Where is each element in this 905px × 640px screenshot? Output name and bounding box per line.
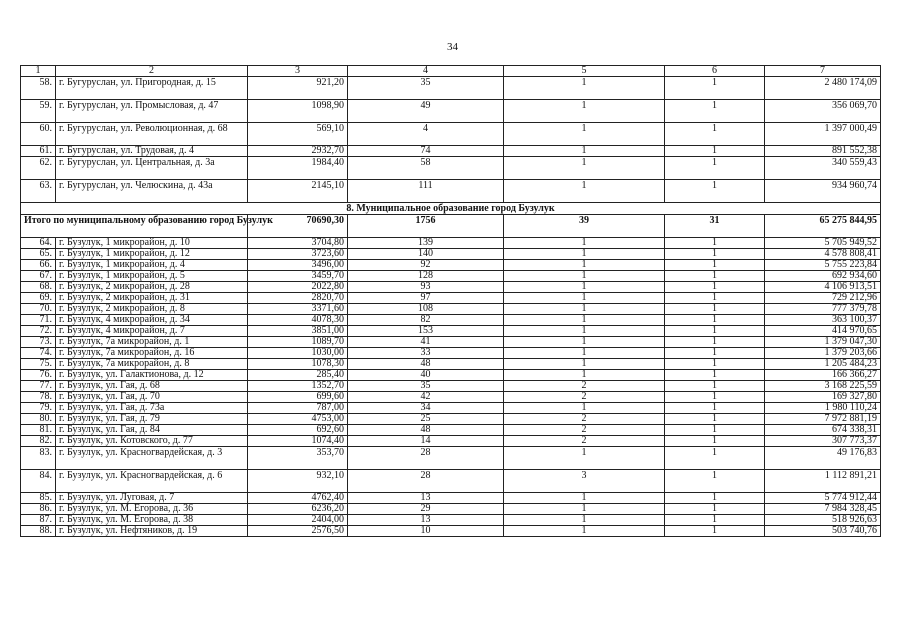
area-cell: 699,60 [248,392,348,403]
col6-cell: 1 [665,403,765,414]
area-cell: 2022,80 [248,282,348,293]
cost-cell: 729 212,96 [765,293,881,304]
col6-cell: 1 [665,381,765,392]
total-col4: 1756 [348,215,504,238]
col6-cell: 1 [665,282,765,293]
cost-cell: 2 480 174,09 [765,77,881,100]
row-number: 63. [21,180,56,203]
cost-cell: 4 106 913,51 [765,282,881,293]
address-cell: г. Бугуруслан, ул. Центральная, д. 3а [56,157,248,180]
col6-cell: 1 [665,493,765,504]
col4-cell: 97 [348,293,504,304]
cost-cell: 1 980 110,24 [765,403,881,414]
page-number: 34 [447,41,458,53]
area-cell: 4078,30 [248,315,348,326]
col6-cell: 1 [665,238,765,249]
cost-cell: 340 559,43 [765,157,881,180]
address-cell: г. Бузулук, ул. Гая, д. 68 [56,381,248,392]
col6-cell: 1 [665,447,765,470]
address-cell: г. Бузулук, 2 микрорайон, д. 28 [56,282,248,293]
col5-cell: 1 [504,271,665,282]
address-cell: г. Бузулук, 1 микрорайон, д. 10 [56,238,248,249]
col5-cell: 1 [504,370,665,381]
address-cell: г. Бузулук, ул. Гая, д. 84 [56,425,248,436]
col4-cell: 28 [348,447,504,470]
address-cell: г. Бузулук, ул. Красногвардейская, д. 3 [56,447,248,470]
col5-cell: 1 [504,337,665,348]
col4-cell: 33 [348,348,504,359]
col4-cell: 92 [348,260,504,271]
table-row [21,470,881,493]
cost-cell: 777 379,78 [765,304,881,315]
col4-cell: 108 [348,304,504,315]
col4-cell: 93 [348,282,504,293]
table-row [21,271,881,282]
area-cell: 921,20 [248,77,348,100]
col6-cell: 1 [665,370,765,381]
cost-cell: 692 934,60 [765,271,881,282]
col4-cell: 42 [348,392,504,403]
table-row [21,282,881,293]
total-col5: 39 [504,215,665,238]
col6-cell: 1 [665,359,765,370]
cost-cell: 4 578 808,41 [765,249,881,260]
table-row [21,392,881,403]
total-col6: 31 [665,215,765,238]
col5-cell: 1 [504,493,665,504]
column-header: 6 [665,66,765,77]
cost-cell: 356 069,70 [765,100,881,123]
col5-cell: 1 [504,249,665,260]
cost-cell: 49 176,83 [765,447,881,470]
table-row [21,526,881,537]
column-header: 5 [504,66,665,77]
table-row [21,157,881,180]
table-row [21,100,881,123]
area-cell: 1352,70 [248,381,348,392]
table-row [21,146,881,157]
col5-cell: 1 [504,315,665,326]
row-number: 69. [21,293,56,304]
col5-cell: 2 [504,425,665,436]
area-cell: 2145,10 [248,180,348,203]
col6-cell: 1 [665,436,765,447]
table-row [21,77,881,100]
table-row [21,493,881,504]
area-cell: 1098,90 [248,100,348,123]
cost-cell: 5 705 949,52 [765,238,881,249]
col6-cell: 1 [665,77,765,100]
col5-cell: 2 [504,414,665,425]
col5-cell: 1 [504,326,665,337]
col6-cell: 1 [665,180,765,203]
row-number: 82. [21,436,56,447]
section-title-row [21,203,881,215]
area-cell: 3459,70 [248,271,348,282]
col5-cell: 1 [504,146,665,157]
address-cell: г. Бугуруслан, ул. Трудовая, д. 4 [56,146,248,157]
col5-cell: 1 [504,238,665,249]
area-cell: 569,10 [248,123,348,146]
col5-cell: 1 [504,526,665,537]
col5-cell: 2 [504,392,665,403]
cost-cell: 3 168 225,59 [765,381,881,392]
cost-cell: 166 366,27 [765,370,881,381]
table-row [21,425,881,436]
col5-cell: 1 [504,515,665,526]
column-header: 1 [21,66,56,77]
col5-cell: 1 [504,157,665,180]
address-cell: г. Бузулук, 7а микрорайон, д. 1 [56,337,248,348]
row-number: 88. [21,526,56,537]
col4-cell: 153 [348,326,504,337]
address-cell: г. Бузулук, 7а микрорайон, д. 16 [56,348,248,359]
col6-cell: 1 [665,249,765,260]
cost-cell: 1 397 000,49 [765,123,881,146]
row-number: 77. [21,381,56,392]
row-number: 76. [21,370,56,381]
cost-cell: 363 100,37 [765,315,881,326]
col6-cell: 1 [665,304,765,315]
col5-cell: 1 [504,447,665,470]
address-cell: г. Бузулук, 4 микрорайон, д. 7 [56,326,248,337]
col5-cell: 1 [504,260,665,271]
col6-cell: 1 [665,348,765,359]
area-cell: 1030,00 [248,348,348,359]
col5-cell: 1 [504,403,665,414]
address-cell: г. Бузулук, 2 микрорайон, д. 31 [56,293,248,304]
col4-cell: 13 [348,493,504,504]
col4-cell: 139 [348,238,504,249]
area-cell: 2932,70 [248,146,348,157]
col6-cell: 1 [665,157,765,180]
row-number: 61. [21,146,56,157]
area-cell: 285,40 [248,370,348,381]
table-row [21,381,881,392]
col6-cell: 1 [665,392,765,403]
address-cell: г. Бузулук, ул. Гая, д. 73а [56,403,248,414]
row-number: 74. [21,348,56,359]
col4-cell: 28 [348,470,504,493]
col5-cell: 1 [504,359,665,370]
col5-cell: 2 [504,436,665,447]
area-cell: 3704,80 [248,238,348,249]
area-cell: 932,10 [248,470,348,493]
area-cell: 692,60 [248,425,348,436]
column-header: 7 [765,66,881,77]
table-row [21,504,881,515]
col5-cell: 1 [504,77,665,100]
row-number: 59. [21,100,56,123]
cost-cell: 5 755 223,84 [765,260,881,271]
row-number: 68. [21,282,56,293]
col6-cell: 1 [665,326,765,337]
table-row [21,348,881,359]
col4-cell: 4 [348,123,504,146]
area-cell: 1074,40 [248,436,348,447]
cost-cell: 1 379 047,30 [765,337,881,348]
col4-cell: 25 [348,414,504,425]
col6-cell: 1 [665,146,765,157]
col5-cell: 1 [504,304,665,315]
cost-cell: 891 552,38 [765,146,881,157]
table-row [21,249,881,260]
area-cell: 2576,50 [248,526,348,537]
col6-cell: 1 [665,337,765,348]
col5-cell: 1 [504,180,665,203]
col4-cell: 128 [348,271,504,282]
col4-cell: 34 [348,403,504,414]
table-row [21,304,881,315]
area-cell: 3371,60 [248,304,348,315]
column-header: 3 [248,66,348,77]
table-row [21,238,881,249]
col5-cell: 1 [504,504,665,515]
cost-cell: 518 926,63 [765,515,881,526]
row-number: 81. [21,425,56,436]
table-row [21,359,881,370]
row-number: 85. [21,493,56,504]
address-cell: г. Бузулук, ул. Гая, д. 79 [56,414,248,425]
table-row [21,436,881,447]
address-cell: г. Бузулук, ул. Луговая, д. 7 [56,493,248,504]
column-number-row [21,66,881,77]
row-number: 71. [21,315,56,326]
area-cell: 2820,70 [248,293,348,304]
row-number: 80. [21,414,56,425]
cost-cell: 307 773,37 [765,436,881,447]
col5-cell: 3 [504,470,665,493]
area-cell: 1089,70 [248,337,348,348]
col5-cell: 1 [504,282,665,293]
address-cell: г. Бузулук, 7а микрорайон, д. 8 [56,359,248,370]
col4-cell: 74 [348,146,504,157]
address-cell: г. Бузулук, ул. М. Егорова, д. 36 [56,504,248,515]
table-row [21,180,881,203]
cost-cell: 1 205 484,23 [765,359,881,370]
row-number: 78. [21,392,56,403]
col5-cell: 1 [504,100,665,123]
section-title: 8. Муниципальное образование город Бузулук [21,203,881,215]
table-row [21,337,881,348]
row-number: 79. [21,403,56,414]
col4-cell: 82 [348,315,504,326]
address-cell: г. Бузулук, ул. Красногвардейская, д. 6 [56,470,248,493]
table-row [21,315,881,326]
col4-cell: 111 [348,180,504,203]
table-row [21,123,881,146]
total-row [21,215,881,238]
cost-cell: 1 379 203,66 [765,348,881,359]
table-row [21,515,881,526]
address-cell: г. Бугуруслан, ул. Пригородная, д. 15 [56,77,248,100]
col4-cell: 140 [348,249,504,260]
row-number: 75. [21,359,56,370]
area-cell: 3496,00 [248,260,348,271]
table-row [21,447,881,470]
row-number: 67. [21,271,56,282]
col4-cell: 14 [348,436,504,447]
col4-cell: 41 [348,337,504,348]
col4-cell: 35 [348,381,504,392]
row-number: 73. [21,337,56,348]
row-number: 66. [21,260,56,271]
col6-cell: 1 [665,526,765,537]
address-cell: г. Бузулук, 4 микрорайон, д. 34 [56,315,248,326]
col4-cell: 58 [348,157,504,180]
address-cell: г. Бугуруслан, ул. Челюскина, д. 43а [56,180,248,203]
table-row [21,414,881,425]
area-cell: 353,70 [248,447,348,470]
col4-cell: 48 [348,425,504,436]
cost-cell: 7 972 881,19 [765,414,881,425]
area-cell: 2404,00 [248,515,348,526]
col6-cell: 1 [665,504,765,515]
area-cell: 3851,00 [248,326,348,337]
column-header: 2 [56,66,248,77]
column-header: 4 [348,66,504,77]
table-row [21,370,881,381]
row-number: 83. [21,447,56,470]
col5-cell: 1 [504,123,665,146]
col4-cell: 35 [348,77,504,100]
col6-cell: 1 [665,414,765,425]
col4-cell: 13 [348,515,504,526]
address-cell: г. Бузулук, 1 микрорайон, д. 12 [56,249,248,260]
col6-cell: 1 [665,470,765,493]
total-label: Итого по муниципальному образованию город Бузулук [21,215,248,238]
address-cell: г. Бузулук, 1 микрорайон, д. 4 [56,260,248,271]
col5-cell: 1 [504,348,665,359]
address-cell: г. Бугуруслан, ул. Промысловая, д. 47 [56,100,248,123]
row-number: 62. [21,157,56,180]
col4-cell: 10 [348,526,504,537]
address-cell: г. Бузулук, ул. Галактионова, д. 12 [56,370,248,381]
cost-cell: 7 984 328,45 [765,504,881,515]
address-cell: г. Бузулук, 1 микрорайон, д. 5 [56,271,248,282]
col5-cell: 1 [504,293,665,304]
col6-cell: 1 [665,260,765,271]
row-number: 86. [21,504,56,515]
table-row [21,293,881,304]
row-number: 60. [21,123,56,146]
col4-cell: 49 [348,100,504,123]
area-cell: 3723,60 [248,249,348,260]
cost-cell: 674 338,31 [765,425,881,436]
table-row [21,326,881,337]
col4-cell: 48 [348,359,504,370]
col6-cell: 1 [665,425,765,436]
row-number: 58. [21,77,56,100]
address-cell: г. Бугуруслан, ул. Революционная, д. 68 [56,123,248,146]
row-number: 64. [21,238,56,249]
col6-cell: 1 [665,293,765,304]
col4-cell: 40 [348,370,504,381]
col6-cell: 1 [665,271,765,282]
col6-cell: 1 [665,123,765,146]
col6-cell: 1 [665,100,765,123]
address-cell: г. Бузулук, ул. Нефтяников, д. 19 [56,526,248,537]
row-number: 70. [21,304,56,315]
row-number: 65. [21,249,56,260]
address-cell: г. Бузулук, ул. Гая, д. 70 [56,392,248,403]
col5-cell: 2 [504,381,665,392]
col4-cell: 29 [348,504,504,515]
address-cell: г. Бузулук, 2 микрорайон, д. 8 [56,304,248,315]
row-number: 87. [21,515,56,526]
cost-cell: 5 774 912,44 [765,493,881,504]
area-cell: 6236,20 [248,504,348,515]
total-cost: 65 275 844,95 [765,215,881,238]
address-cell: г. Бузулук, ул. М. Егорова, д. 38 [56,515,248,526]
housing-table [20,65,881,537]
cost-cell: 169 327,80 [765,392,881,403]
row-number: 72. [21,326,56,337]
cost-cell: 934 960,74 [765,180,881,203]
address-cell: г. Бузулук, ул. Котовского, д. 77 [56,436,248,447]
area-cell: 1984,40 [248,157,348,180]
cost-cell: 1 112 891,21 [765,470,881,493]
col6-cell: 1 [665,515,765,526]
table-row [21,260,881,271]
table-row [21,403,881,414]
area-cell: 1078,30 [248,359,348,370]
col6-cell: 1 [665,315,765,326]
cost-cell: 503 740,76 [765,526,881,537]
row-number: 84. [21,470,56,493]
area-cell: 787,00 [248,403,348,414]
total-area: 70690,30 [248,215,348,238]
cost-cell: 414 970,65 [765,326,881,337]
area-cell: 4753,00 [248,414,348,425]
area-cell: 4762,40 [248,493,348,504]
